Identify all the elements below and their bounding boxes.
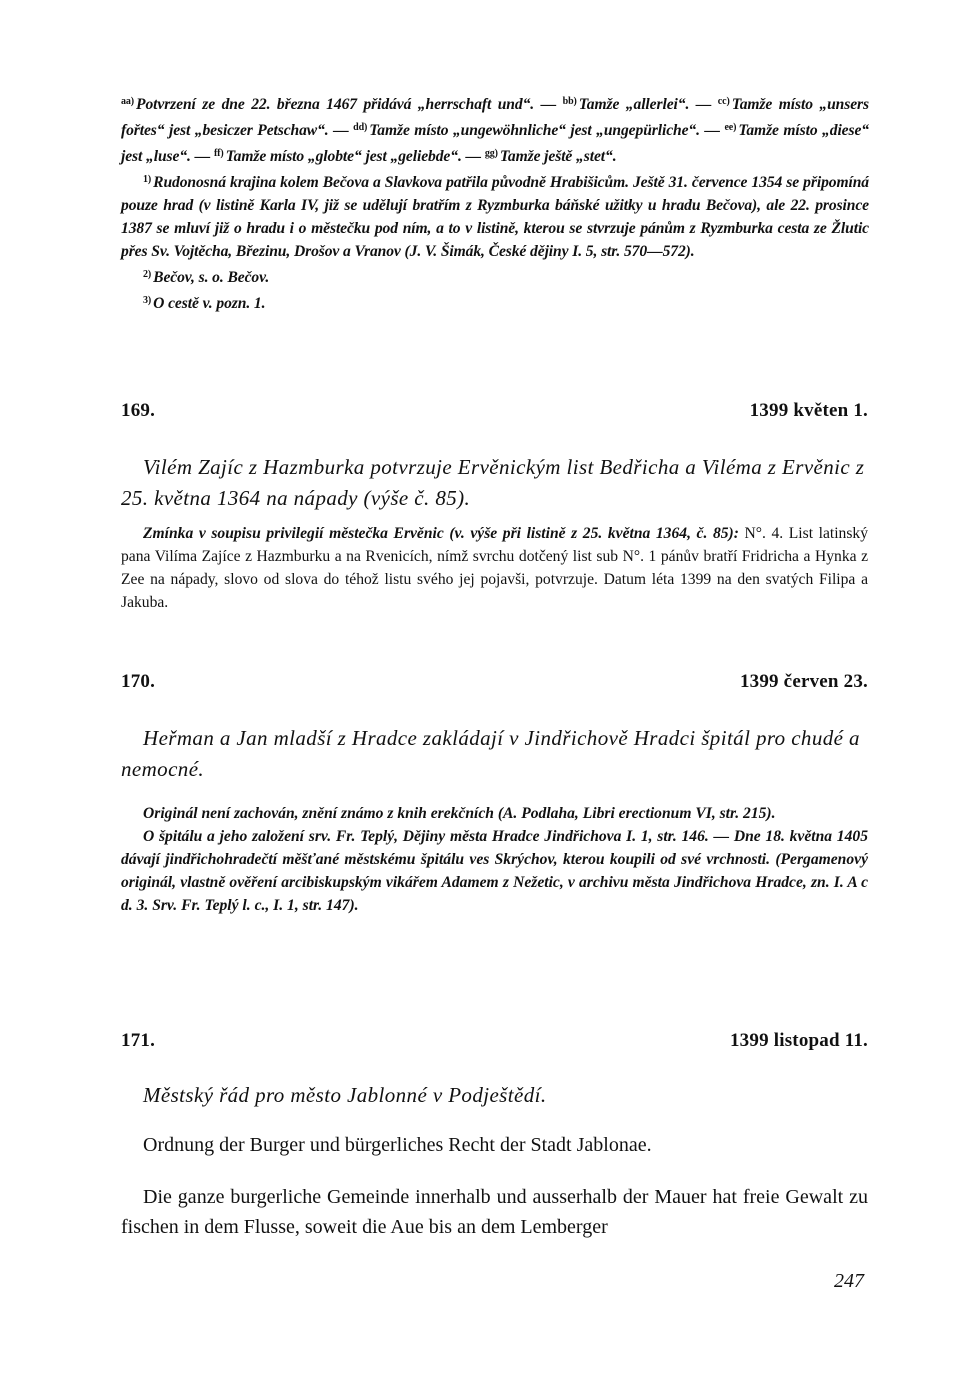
entry-170-source	[121, 802, 868, 917]
entry-date: 1399 listopad 11.	[729, 1030, 868, 1051]
source-italic: Zmínka v soupisu privilegií městečka Ervěnic (v. výše při listině z 25. května 1364, č. 85):	[143, 525, 739, 542]
entry-number: 169.	[121, 400, 156, 421]
entry-171-text	[121, 1130, 868, 1242]
regest-text: Městský řád pro město Jablonné v Podještědí.	[143, 1083, 547, 1107]
note-bb: $^{bb)}$ Tamže „allerlei“. —	[562, 96, 718, 113]
entry-date: 1399 červen 23.	[739, 671, 868, 692]
entry-number: 171.	[121, 1030, 156, 1051]
note-ee: $^{ee)}$ Tamže místo „diese“ jest „luse“. —	[121, 122, 869, 165]
source-paragraph-2: O špitálu a jeho založení srv. Fr. Teplý, Dějiny města Hradce Jindřichova I. 1, str. 146. — Dne 18. května 1405 dávají jindřichohradečtí měšťané městskému špitálu ves Skrýchov, kterou koupili od své vrchnosti. (Pergamenový originál, vlastně ověření arcibiskupským vikářem Adamem z Nežetic, v archivu města Jindřichova Hradce, zn. I. A c d. 3. Srv. Fr. Teplý l. c., I. 1, str. 147).	[121, 828, 868, 914]
letter-notes	[121, 90, 869, 168]
source-text: N°. 4. List latinský pana Vilíma Zajíce z Hazmburku a na Rvenicích, nímž svrchu dotčený list sub N°. 1 pánův bratří Fridricha a Hynka z Zee na nápady, slovo od slova do téhož listu svého jej pojavši, potvrzuje. Datum léta 1399 na den svatých Filipa a Jakuba.	[121, 525, 868, 611]
note-ff: $^{ff)}$ Tamže místo „globte“ jest „geliebde“. —	[213, 148, 485, 165]
entry-169-source	[121, 522, 868, 614]
text-title: Ordnung der Burger und bürgerliches Recht der Stadt Jablonae.	[143, 1134, 652, 1156]
note-cc: $^{cc)}$ Tamže místo „unsers fořtes“ jest „besiczer Petschaw“. —	[121, 96, 869, 139]
entry-169-regest	[121, 452, 868, 514]
footnote-2: $^{2)}$ Bečov, s. o. Bečov.	[143, 269, 270, 286]
entry-date: 1399 květen 1.	[749, 400, 868, 421]
note-gg: $^{gg)}$ Tamže ještě „stet“.	[484, 148, 617, 165]
text-paragraph: Die ganze burgerliche Gemeinde innerhalb und ausserhalb der Mauer hat freie Gewalt zu fischen in dem Flusse, soweit die Aue bis an dem Lemberger	[121, 1186, 868, 1238]
regest-text: Vilém Zajíc z Hazmburka potvrzuje Ervěnickým list Bedřicha a Viléma z Ervěnic z 25. května 1364 na nápady (výše č. 85).	[121, 455, 865, 510]
note-aa: $^{aa)}$ Potvrzení ze dne 22. března 1467 přidává „herrschaft und“. —	[121, 96, 563, 113]
note-dd: $^{dd)}$ Tamže místo „ungewöhnliche“ jest „ungepürliche“. —	[353, 122, 725, 139]
entry-number: 170.	[121, 671, 156, 692]
footnote-3: $^{3)}$ O cestě v. pozn. 1.	[143, 295, 266, 312]
source-paragraph-1: Originál není zachován, znění známo z knih erekčních (A. Podlaha, Libri erectionum VI, str. 215).	[143, 805, 776, 822]
regest-text: Heřman a Jan mladší z Hradce zakládají v Jindřichově Hradci špitál pro chudé a nemocné.	[121, 726, 860, 781]
source-paragraph	[121, 522, 868, 614]
page-number: 247	[834, 1270, 864, 1292]
footnote-1: $^{1)}$ Rudonosná krajina kolem Bečova a Slavkova patřila původně Hrabišicům. Ještě 31. července 1354 se připomíná pouze hrad (v listině Karla IV, již se udělují bratřím z Ryzmburka báňské užitky u hradu Bečova), ale 22. prosince 1387 se mluví již o hradu i o městečku pod ním, a to v listině, kterou se stvrzuje pánům z Ryzmburka cesta ze Žlutic přes Sv. Vojtěcha, Březinu, Drošov a Vranov (J. V. Šimák, České dějiny I. 5, str. 570—572).	[121, 174, 869, 260]
entry-170-regest	[121, 723, 868, 785]
entry-171-regest	[121, 1080, 868, 1111]
footnotes-block	[121, 90, 869, 315]
